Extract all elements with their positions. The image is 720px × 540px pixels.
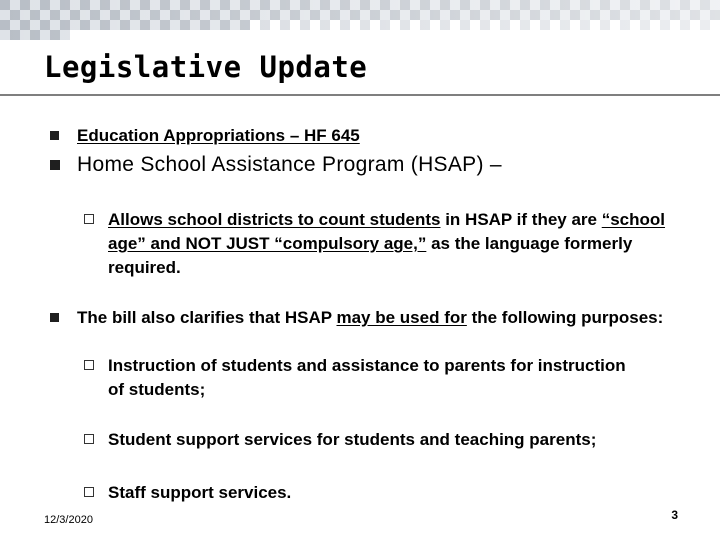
- bullet-marker: [50, 313, 59, 322]
- bullet-hsap-heading: Home School Assistance Program (HSAP) –: [77, 153, 502, 176]
- sub-bullet-box-icon: [84, 434, 94, 444]
- sub-bullet-box-icon: [84, 214, 94, 224]
- purpose-item-student-support: Student support services for students and teaching parents;: [108, 430, 597, 449]
- page-title: Legislative Update: [44, 50, 368, 84]
- sub-bullet-box-icon: [84, 360, 94, 370]
- page-number: 3: [671, 508, 678, 522]
- bullet-marker: [50, 131, 59, 140]
- decorative-checker-header: [0, 0, 720, 40]
- purpose-item-staff-support: Staff support services.: [108, 483, 292, 502]
- bullet-hsap-purposes: The bill also clarifies that HSAP may be used for the following purposes:: [77, 308, 664, 327]
- sub-bullet-school-age: Allows school districts to count students in HSAP if they are “school age” and NOT JUST “compulsory age,” as the language formerly required.: [108, 210, 666, 277]
- purpose-item-instruction: Instruction of students and assistance to parents for instruction of students;: [108, 356, 626, 399]
- footer-date: 12/3/2020: [44, 514, 93, 526]
- bullet-marker: [50, 160, 60, 170]
- bullet-education-appropriations: Education Appropriations – HF 645: [77, 126, 360, 145]
- title-divider: [0, 94, 720, 96]
- sub-bullet-box-icon: [84, 487, 94, 497]
